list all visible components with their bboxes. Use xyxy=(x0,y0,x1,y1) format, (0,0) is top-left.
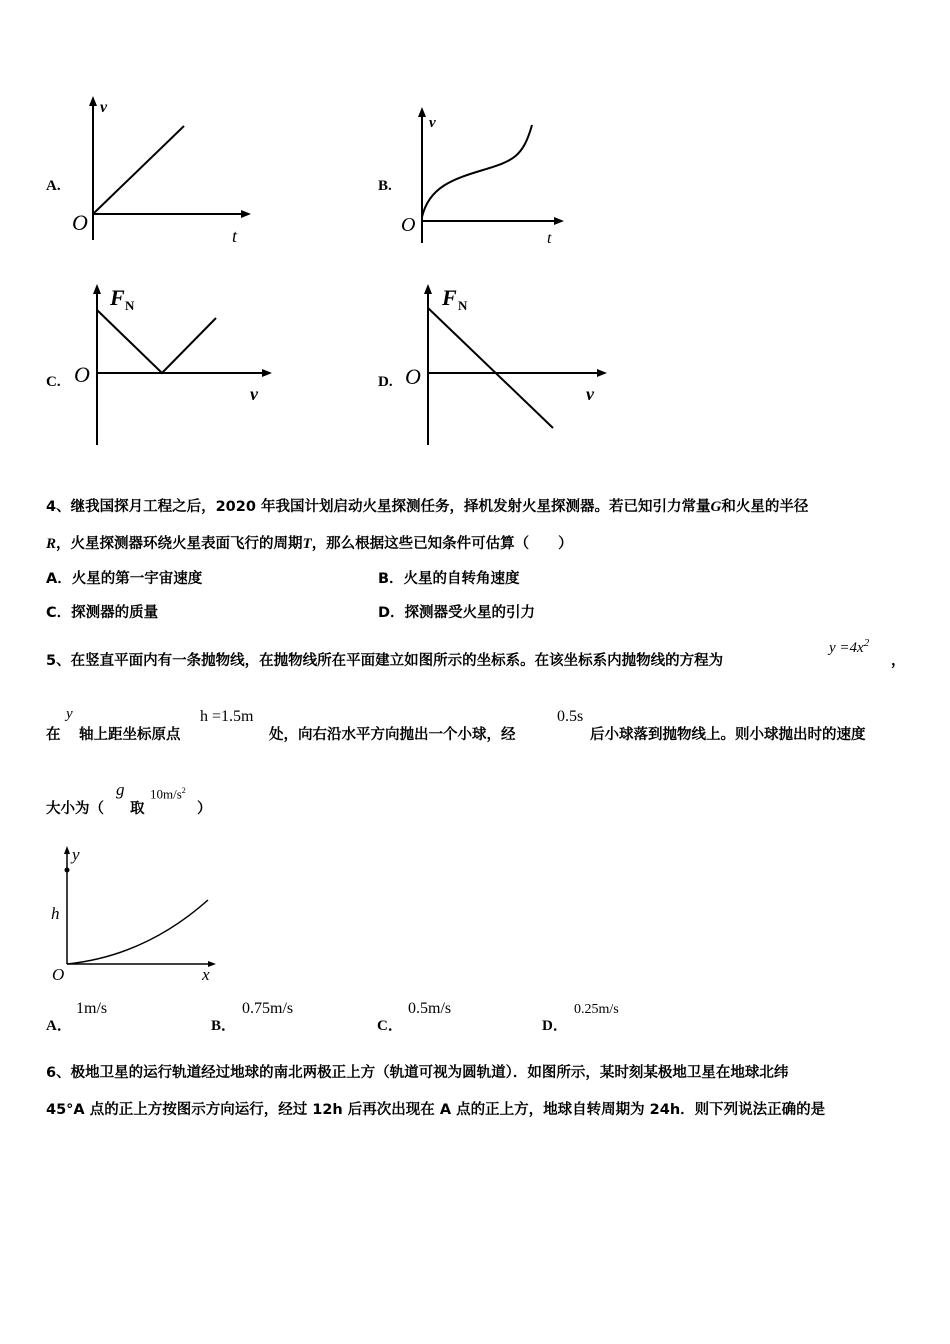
graph-b-curve xyxy=(422,125,532,217)
q5-stem-line-3b: 取 xyxy=(130,801,145,817)
q5-stem-line-2b: 轴上距坐标原点 xyxy=(79,727,181,743)
q5-height: h =1.5m xyxy=(200,708,254,725)
graph-c-x-label: v xyxy=(250,384,258,404)
graph-d-y-label: F xyxy=(442,285,457,310)
q5-time: 0.5s xyxy=(557,708,584,725)
graph-d-force-velocity xyxy=(400,280,620,450)
graph-b-velocity-time xyxy=(395,95,585,255)
q4-stem-line-2: R，火星探测器环绕火星表面飞行的周期T，那么根据这些已知条件可估算（ ） xyxy=(46,536,573,552)
graph-a-y-label: v xyxy=(100,99,108,116)
graph-b-x-label: t xyxy=(547,230,552,247)
q4-stem-line-1: 4、继我国探月工程之后，2020 年我国计划启动火星探测任务，择机发射火星探测器。若已知引力常量G和火星的半径 xyxy=(46,499,809,515)
q5-stem-line-2d: 后小球落到抛物线上。则小球抛出时的速度 xyxy=(590,727,866,743)
graph-c-y-subscript: N xyxy=(125,298,135,313)
q5-var-g: g xyxy=(116,780,125,799)
graph-a-velocity-time xyxy=(60,90,260,250)
q5-parabola-figure xyxy=(45,840,225,985)
q5-stem-line-1: 5、在竖直平面内有一条抛物线，在抛物线所在平面建立如图所示的坐标系。在该坐标系内抛物线的方程为 xyxy=(46,653,724,669)
graph-b-origin: O xyxy=(401,214,416,236)
graph-d-line xyxy=(428,308,553,428)
q5-stem-line-2c: 处，向右沿水平方向抛出一个小球，经 xyxy=(269,727,516,743)
q5-throw-point xyxy=(65,868,70,873)
graph-d-y-subscript: N xyxy=(458,298,468,313)
graph-a-line xyxy=(93,126,184,214)
graph-a-x-label: t xyxy=(232,226,238,246)
graph-d-x-label: v xyxy=(586,384,594,404)
q5-comma: ， xyxy=(891,653,906,669)
q5-g-value: $10m/s^2$ xyxy=(150,786,186,802)
graph-c-y-label: F xyxy=(110,285,125,310)
q5-figure-y-label: y xyxy=(72,845,80,864)
option-a-label: A. xyxy=(46,178,61,194)
graph-d-origin: O xyxy=(405,364,421,389)
q6-stem-line-1: 6、极地卫星的运行轨道经过地球的南北两极正上方（轨道可视为圆轨道）．如图所示，某时刻某极地卫星在地球北纬 xyxy=(46,1065,789,1081)
graph-c-line xyxy=(97,310,216,373)
q5-stem-line-3c: ） xyxy=(197,801,212,817)
q5-stem-line-2a: 在 xyxy=(46,727,61,743)
option-c-label: C. xyxy=(46,374,61,390)
option-b-label: B. xyxy=(378,178,392,194)
q4-option-b[interactable]: B．火星的自转角速度 xyxy=(378,571,520,587)
q5-figure-h-label: h xyxy=(51,904,60,923)
q4-option-d[interactable]: D．探测器受火星的引力 xyxy=(378,605,536,621)
q4-option-c[interactable]: C．探测器的质量 xyxy=(46,605,159,621)
graph-c-origin: O xyxy=(74,362,90,387)
q5-parabola-curve xyxy=(67,900,208,964)
q5-equation: $y =4x^2$ xyxy=(829,637,870,656)
q5-figure-origin: O xyxy=(52,965,65,984)
option-d-label: D. xyxy=(378,374,393,390)
graph-b-y-label: v xyxy=(429,115,436,131)
q5-var-y: y xyxy=(66,706,73,722)
graph-c-force-velocity xyxy=(66,280,286,450)
q4-option-a[interactable]: A．火星的第一宇宙速度 xyxy=(46,571,203,587)
q5-figure-x-label: x xyxy=(202,965,210,984)
graph-a-origin: O xyxy=(72,210,88,235)
q5-stem-line-3a: 大小为（ xyxy=(46,801,104,817)
q6-stem-line-2: 45°A 点的正上方按图示方向运行，经过 12h 后再次出现在 A 点的正上方，地球自转周期为 24h．则下列说法正确的是 xyxy=(46,1102,826,1118)
